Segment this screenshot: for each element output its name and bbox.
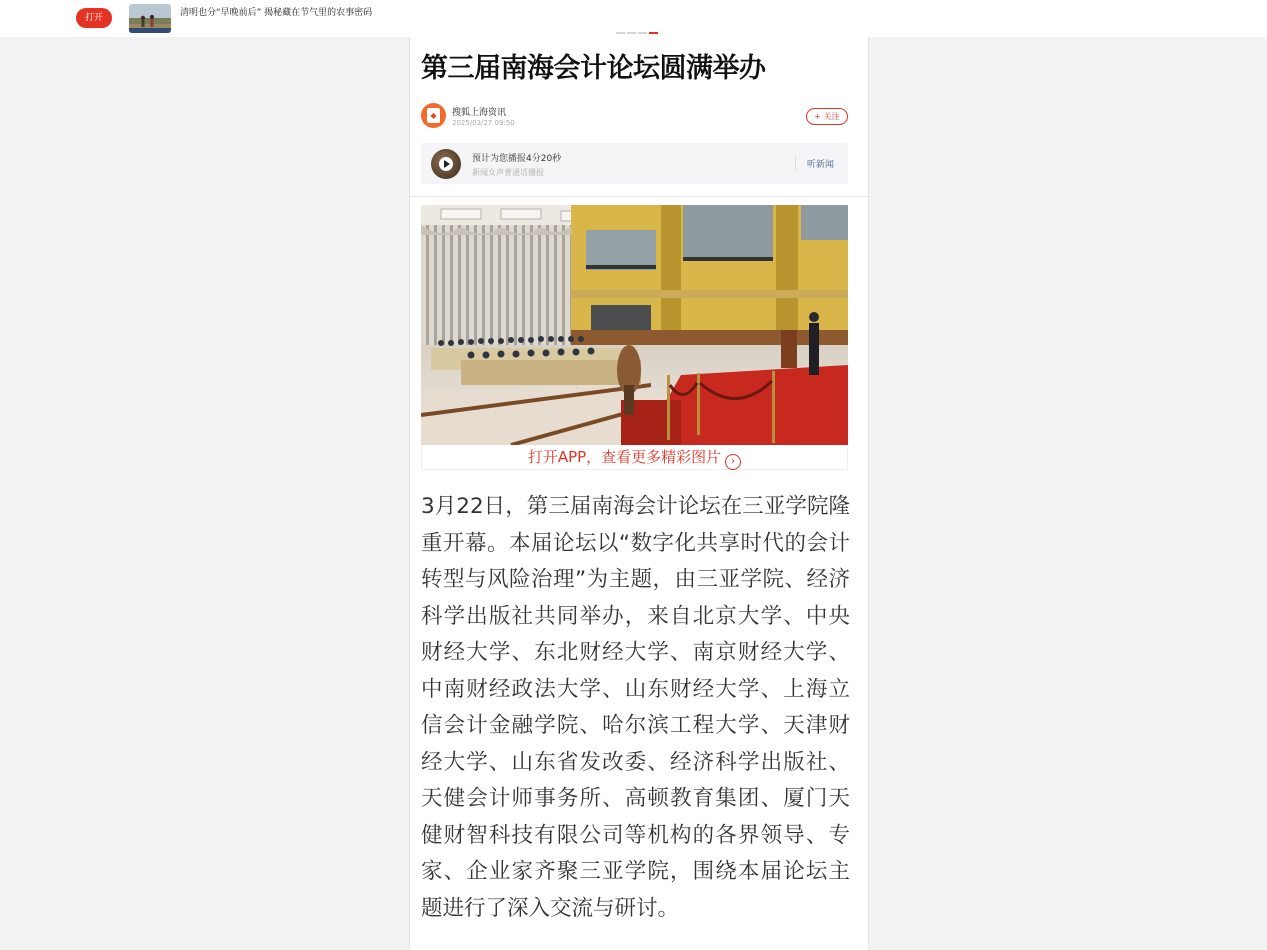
open-app-button[interactable]: 打开 xyxy=(76,8,112,28)
app-download-banner xyxy=(0,0,1267,37)
promo-headline[interactable]: 清明也分“早晚前后” 揭秘藏在节气里的农事密码 xyxy=(180,8,373,18)
audio-duration: 预计为您播报4分20秒 xyxy=(472,154,562,164)
divider xyxy=(795,156,796,171)
audio-voice-type: 新闻女声普通话播报 xyxy=(472,168,544,177)
carousel-indicator xyxy=(616,32,658,35)
author-avatar[interactable] xyxy=(421,103,446,128)
promo-thumbnail[interactable] xyxy=(129,4,171,33)
carousel-dot-active xyxy=(649,32,658,34)
chevron-right-circle-icon: › xyxy=(725,454,741,470)
article-photo[interactable] xyxy=(421,205,848,445)
play-icon xyxy=(439,157,453,171)
author-name[interactable]: 搜狐上海资讯 xyxy=(452,108,507,118)
sohu-logo-icon: ◆ xyxy=(427,108,440,123)
listen-news-button[interactable]: 听新闻 xyxy=(807,160,835,170)
audio-player xyxy=(421,143,848,184)
open-more-label: 打开APP，查看更多精彩图片 xyxy=(527,448,722,466)
article-body-paragraph: 3月22日，第三届南海会计论坛在三亚学院隆重开幕。本届论坛以“数字化共享时代的会计转型与风险治理”为主题，由三亚学院、经济科学出版社共同举办，来自北京大学、中央财经大学、东北财经大学、南京财经大学、中南财经政法大学、山东财经大学、上海立信会计金融学院、哈尔滨工程大学、天津财经大学、山东省发改委、经济科学出版社、天健会计师事务所、高顿教育集团、厦门天健财智科技有限公司等机构的各界领导、专家、企业家齐聚三亚学院，围绕本届论坛主题进行了深入交流与研讨。 xyxy=(421,494,850,921)
open-app-more-photos-link[interactable] xyxy=(421,445,848,470)
carousel-dot xyxy=(638,32,647,34)
divider xyxy=(410,196,868,197)
play-button[interactable] xyxy=(431,149,461,179)
article-container xyxy=(409,37,869,950)
carousel-dot xyxy=(627,32,636,34)
follow-button[interactable]: + 关注 xyxy=(806,108,848,125)
publish-date: 2025/03/27 09:50 xyxy=(452,119,515,127)
carousel-dot xyxy=(616,32,625,34)
article-title: 第三届南海会计论坛圆满举办 xyxy=(421,53,766,84)
